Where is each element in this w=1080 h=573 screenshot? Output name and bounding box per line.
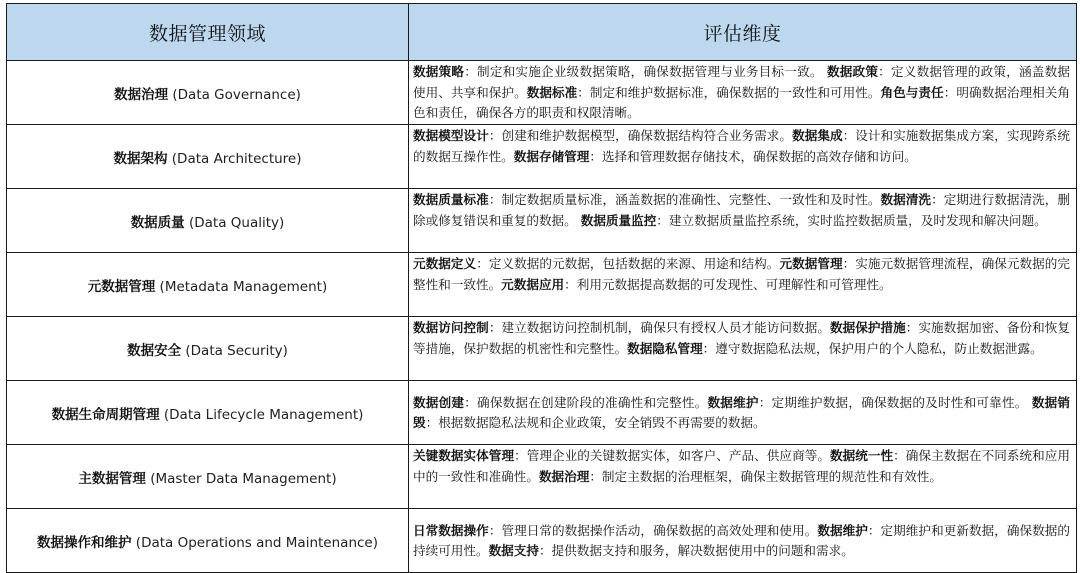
dimension-term: 数据质量标准: [413, 192, 489, 207]
table-row: [7, 317, 1077, 381]
dimension-term: 元数据应用: [501, 276, 565, 292]
dimension-description: ：根据数据隐私法规和企业政策，安全销毁不再需要的数据。: [425, 415, 766, 430]
dimension-term: 数据集成: [792, 128, 843, 143]
table-row: [7, 445, 1077, 509]
dimension-term: 数据清洗: [880, 192, 932, 207]
table-row: [7, 189, 1077, 253]
dimension-term: 角色与责任: [880, 84, 944, 100]
dimension-term: 数据存储管理: [513, 148, 590, 164]
domain-name-en: (Data Governance): [172, 86, 301, 103]
domain-cell: [7, 445, 409, 509]
domain-name-en: (Data Operations and Maintenance): [135, 534, 378, 551]
dimension-description: ：实施数据加密、备份和恢复等措施，保护数据的机密性和完整性。: [413, 320, 1071, 356]
dimension-term: 数据保护措施: [829, 320, 906, 335]
dimension-term: 数据治理: [538, 468, 590, 484]
domain-cell: [7, 61, 409, 125]
dimension-term: 数据销毁: [413, 394, 1071, 430]
dimension-description: ：设计和实施数据集成方案，实现跨系统的数据互操作性。: [413, 128, 1071, 164]
dimension-description: ：制定和维护数据标准，确保数据的一致性和可用性。: [577, 84, 881, 100]
dimension-description: ：定义数据的元数据，包括数据的来源、用途和结构。: [476, 256, 780, 271]
dimension-cell: [409, 253, 1077, 317]
dimension-term: 元数据管理: [779, 256, 843, 271]
dimension-description: ：确保主数据在不同系统和应用中的一致性和准确性。: [413, 448, 1071, 484]
dimension-term: 数据质量监控: [580, 212, 657, 228]
data-management-table-container: [6, 3, 1076, 573]
dimension-cell: [409, 61, 1077, 125]
dimension-term: 元数据定义: [413, 256, 477, 271]
dimension-description: ：定期进行数据清洗，删除或修复错误和重复的数据。: [413, 192, 1071, 228]
table-row: [7, 125, 1077, 189]
dimension-term: 数据维护: [707, 394, 759, 410]
dimension-description: ：建立数据访问控制机制，确保只有授权人员才能访问数据。: [488, 320, 830, 335]
domain-name-en: (Data Quality): [188, 214, 285, 231]
dimension-description: ：实施元数据管理流程，确保元数据的完整性和一致性。: [413, 256, 1071, 292]
dimension-term: 数据隐私管理: [627, 340, 703, 356]
dimension-description: ：管理企业的关键数据实体，如客户、产品、供应商等。: [514, 448, 830, 463]
table-row: [7, 61, 1077, 125]
domain-cell: [7, 253, 409, 317]
dimension-term: 数据创建: [413, 394, 465, 410]
dimension-term: 数据支持: [488, 543, 539, 558]
domain-name-zh: 元数据管理: [87, 278, 156, 295]
domain-name-en: (Data Architecture): [171, 150, 302, 167]
dimension-term: 数据维护: [817, 522, 868, 538]
dimension-cell: [409, 445, 1077, 509]
domain-name-zh: 主数据管理: [78, 470, 146, 487]
dimension-term: 数据统一性: [829, 448, 894, 463]
dimension-description: ：建立数据质量监控系统，实时监控数据质量，及时发现和解决问题。: [656, 212, 1047, 228]
domain-name-zh: 数据操作和维护: [37, 534, 132, 551]
dimension-cell: [409, 317, 1077, 381]
dimension-cell: [409, 189, 1077, 253]
dimension-description: ：制定数据质量标准，涵盖数据的准确性、完整性、一致性和及时性。: [488, 192, 881, 207]
table-header-row: [7, 4, 1077, 61]
domain-name-en: (Metadata Management): [159, 278, 328, 295]
data-management-table: [6, 3, 1077, 573]
header-domain: 数据管理领域: [7, 4, 409, 61]
domain-name-zh: 数据架构: [113, 150, 168, 167]
domain-cell: [7, 381, 409, 445]
dimension-description: ：定义数据管理的政策，涵盖数据使用、共享和保护。: [413, 64, 1071, 100]
dimension-term: 数据标准: [526, 84, 578, 100]
dimension-term: 数据模型设计: [413, 128, 489, 143]
table-row: [7, 253, 1077, 317]
dimension-cell: [409, 509, 1077, 573]
domain-name-en: (Data Lifecycle Management): [163, 406, 364, 423]
dimension-description: ：定期维护数据，确保数据的及时性和可靠性。: [758, 394, 1032, 410]
dimension-term: 关键数据实体管理: [413, 448, 515, 463]
domain-name-en: (Data Security): [185, 342, 288, 359]
dimension-term: 数据访问控制: [413, 320, 489, 335]
domain-cell: [7, 317, 409, 381]
table-body: [7, 61, 1077, 573]
dimension-term: 数据策略: [413, 64, 465, 79]
dimension-description: ：明确数据治理相关角色和责任，确保各方的职责和权限清晰。: [413, 84, 1071, 120]
dimension-description: ：制定主数据的治理框架，确保主数据管理的规范性和有效性。: [589, 468, 942, 484]
header-dimension: 评估维度: [409, 4, 1077, 61]
domain-name-zh: 数据安全: [127, 342, 182, 359]
dimension-description: ：确保数据在创建阶段的准确性和完整性。: [464, 394, 708, 410]
dimension-description: ：利用元数据提高数据的可发现性、可理解性和可管理性。: [564, 276, 892, 292]
dimension-term: 日常数据操作: [413, 522, 489, 538]
dimension-description: ：制定和实施企业级数据策略，确保数据管理与业务目标一致。: [464, 64, 827, 79]
domain-name-zh: 数据治理: [114, 86, 169, 103]
dimension-description: ：提供数据支持和服务，解决数据使用中的问题和需求。: [538, 543, 854, 558]
dimension-description: ：创建和维护数据模型，确保数据结构符合业务需求。: [488, 128, 793, 143]
domain-name-zh: 数据质量: [130, 214, 185, 231]
dimension-cell: [409, 381, 1077, 445]
dimension-cell: [409, 125, 1077, 189]
domain-name-zh: 数据生命周期管理: [51, 406, 160, 423]
dimension-description: ：管理日常的数据操作活动，确保数据的高效处理和使用。: [488, 522, 818, 538]
domain-cell: [7, 189, 409, 253]
dimension-description: ：遵守数据隐私法规，保护用户的个人隐私，防止数据泄露。: [702, 340, 1043, 356]
dimension-term: 数据政策: [826, 64, 879, 79]
domain-cell: [7, 509, 409, 573]
dimension-description: ：选择和管理数据存储技术，确保数据的高效存储和访问。: [589, 148, 917, 164]
domain-name-en: (Master Data Management): [150, 470, 337, 487]
table-row: [7, 509, 1077, 573]
table-row: [7, 381, 1077, 445]
domain-cell: [7, 125, 409, 189]
dimension-description: ：定期维护和更新数据，确保数据的持续可用性。: [413, 522, 1071, 558]
